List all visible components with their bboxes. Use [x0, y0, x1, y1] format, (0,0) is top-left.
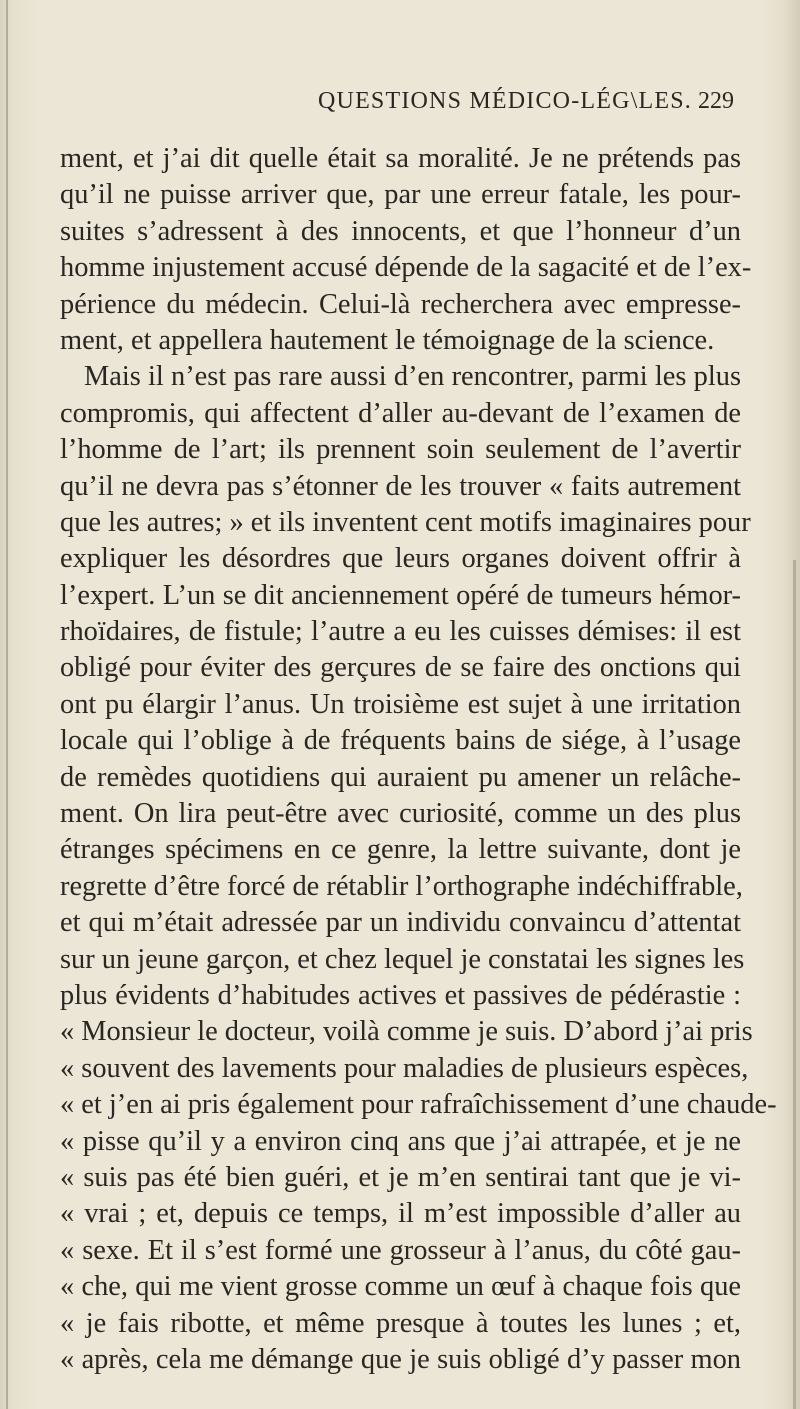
text-line: ment, et j’ai dit quelle était sa moralité. Je ne prétends pas	[60, 143, 741, 174]
text-line: l’homme de l’art; ils prennent soin seulement de l’avertir	[60, 434, 741, 466]
text-line: compromis, qui affectent d’aller au-devant de l’examen de	[60, 397, 741, 429]
body-text	[60, 141, 777, 1378]
text-line: qu’il ne devra pas s’étonner de les trouver « faits autrement	[60, 470, 741, 502]
text-line: et qui m’était adressée par un individu convaincu d’attentat	[60, 907, 741, 939]
running-title: QUESTIONS MÉDICO-LÉG\LES.	[318, 88, 692, 114]
text-line: plus évidents d’habitudes actives et passives de pédérastie :	[60, 979, 741, 1011]
text-line: homme injustement accusé dépende de la sagacité et de l’ex-	[60, 252, 752, 284]
text-line: « sexe. Et il s’est formé une grosseur à l’anus, du côté gau-	[60, 1234, 741, 1266]
text-line: ont pu élargir l’anus. Un troisième est sujet à une irritation	[60, 688, 741, 720]
text-line: rhoïdaires, de fistule; l’autre a eu les cuisses démises: il est	[60, 616, 741, 648]
text-line: que les autres; » et ils inventent cent motifs imaginaires pour	[60, 506, 751, 538]
text-line: « vrai ; et, depuis ce temps, il m’est impossible d’aller au	[60, 1198, 741, 1230]
page-left-edge	[6, 0, 8, 1409]
text-line: « Monsieur le docteur, voilà comme je suis. D’abord j’ai pris	[60, 1016, 753, 1048]
text-line: Mais il n’est pas rare aussi d’en rencontrer, parmi les plus	[84, 361, 741, 393]
text-line: regrette d’être forcé de rétablir l’orthographe indéchiffrable,	[60, 870, 743, 902]
text-line: de remèdes quotidiens qui auraient pu amener un relâche-	[60, 761, 741, 793]
text-line: suites s’adressent à des innocents, et que l’honneur d’un	[60, 215, 741, 247]
page-number: 229	[698, 88, 734, 114]
text-line: « souvent des lavements pour maladies de plusieurs espèces,	[60, 1052, 749, 1084]
text-line: l’expert. L’un se dit anciennement opéré de tumeurs hémor-	[60, 579, 741, 611]
text-line: ment. On lira peut-être avec curiosité, comme un des plus	[60, 798, 741, 830]
text-line: « et j’en ai pris également pour rafraîchissement d’une chaude-	[60, 1089, 777, 1121]
page-right-edge	[793, 560, 796, 1409]
text-line: « je fais ribotte, et même presque à toutes les lunes ; et,	[60, 1307, 741, 1339]
text-line: obligé pour éviter des gerçures de se faire des onctions qui	[60, 652, 741, 684]
text-line: qu’il ne puisse arriver que, par une erreur fatale, les pour-	[60, 179, 741, 211]
text-line: « che, qui me vient grosse comme un œuf à chaque fois que	[60, 1271, 741, 1303]
text-line: « pisse qu’il y a environ cinq ans que j’ai attrapée, et je ne	[60, 1125, 741, 1157]
page-header	[0, 88, 800, 128]
text-line: locale qui l’oblige à de fréquents bains de siége, à l’usage	[60, 725, 741, 757]
text-line: périence du médecin. Celui-là recherchera avec empresse-	[60, 288, 741, 320]
text-line: « suis pas été bien guéri, et je m’en sentirai tant que je vi-	[60, 1161, 741, 1193]
text-line: ment, et appellera hautement le témoignage de la science.	[60, 324, 715, 356]
text-line: sur un jeune garçon, et chez lequel je constatai les signes les	[60, 943, 745, 975]
text-line: étranges spécimens en ce genre, la lettre suivante, dont je	[60, 834, 741, 866]
text-line: expliquer les désordres que leurs organes doivent offrir à	[60, 543, 741, 575]
text-line: « après, cela me démange que je suis obligé d’y passer mon	[60, 1343, 741, 1375]
